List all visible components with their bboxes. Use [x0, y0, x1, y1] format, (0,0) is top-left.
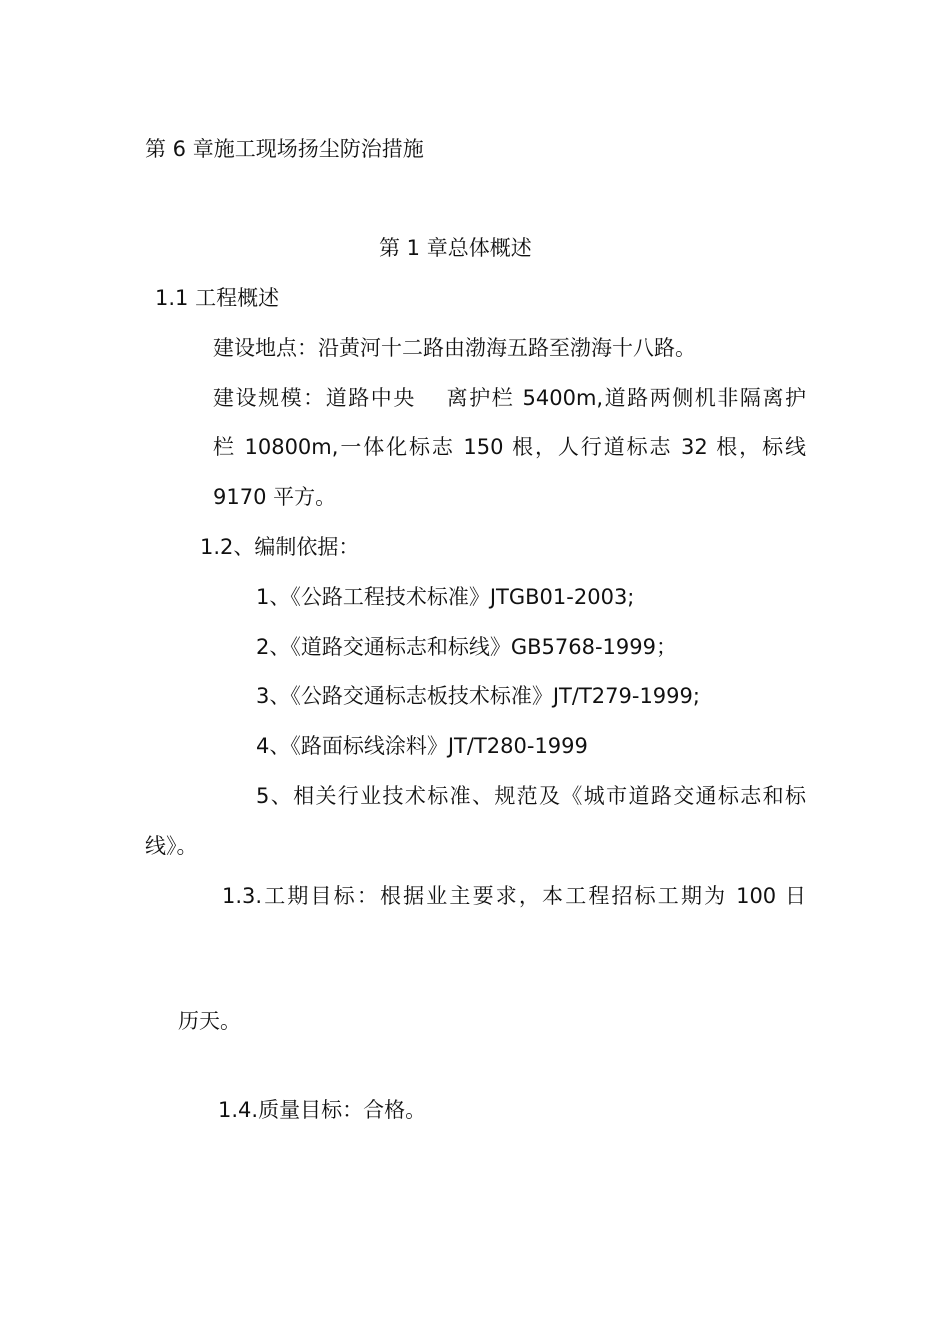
- construction-scale-line-3: 9170 平方。: [213, 485, 337, 509]
- reference-item-5-line-1: 5、相关行业技术标准、规范及《城市道路交通标志和标: [256, 784, 806, 808]
- chapter-6-title: 第 6 章施工现场扬尘防治措施: [145, 137, 424, 161]
- section-1-2-heading: 1.2、编制依据：: [200, 535, 360, 559]
- reference-item-4: 4、《路面标线涂料》JT/T280-1999: [256, 734, 588, 758]
- construction-location: 建设地点：沿黄河十二路由渤海五路至渤海十八路。: [213, 336, 696, 360]
- reference-item-2: 2、《道路交通标志和标线》GB5768-1999；: [256, 635, 678, 659]
- construction-scale-line-2: 栏 10800m,一体化标志 150 根，人行道标志 32 根，标线: [213, 435, 806, 459]
- construction-scale-line-1: 建设规模：道路中央 离护栏 5400m,道路两侧机非隔离护: [213, 386, 806, 410]
- section-1-1-heading: 1.1 工程概述: [155, 286, 280, 310]
- reference-item-5-line-2: 线》。: [145, 834, 198, 858]
- reference-item-3: 3、《公路交通标志板技术标准》JT/T279-1999;: [256, 684, 700, 708]
- schedule-target-line-2: 历天。: [178, 1009, 241, 1033]
- reference-item-1: 1、《公路工程技术标准》JTGB01-2003;: [256, 585, 635, 609]
- chapter-1-title: 第 1 章总体概述: [379, 236, 532, 260]
- quality-target: 1.4.质量目标：合格。: [218, 1098, 427, 1122]
- schedule-target-line-1: 1.3.工期目标：根据业主要求，本工程招标工期为 100 日: [222, 884, 806, 908]
